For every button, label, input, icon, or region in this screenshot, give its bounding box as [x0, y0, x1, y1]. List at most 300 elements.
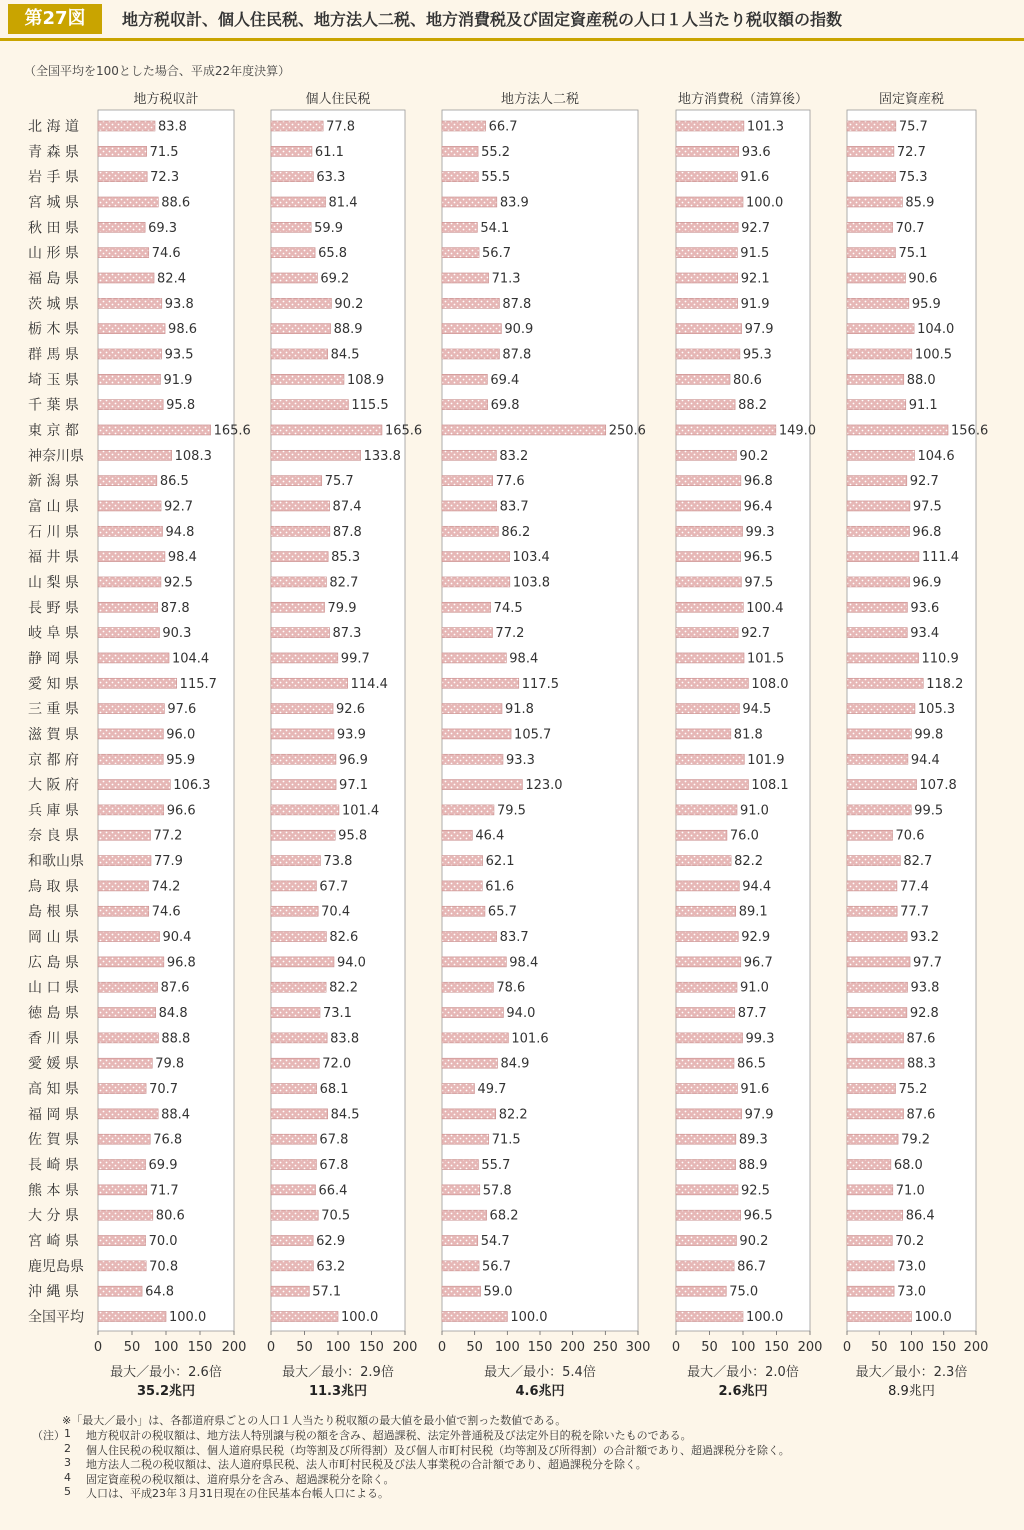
data-bar	[676, 1084, 737, 1094]
data-label: 81.4	[328, 195, 358, 211]
data-label: 70.4	[321, 904, 351, 920]
data-label: 94.0	[336, 955, 366, 971]
data-label: 74.2	[151, 879, 181, 895]
data-label: 97.1	[339, 778, 369, 794]
data-bar	[271, 856, 320, 866]
data-label: 90.3	[162, 626, 192, 642]
footer-note-text: 地方法人二税の税収額は、法人道府県民税、法人市町村民税及び法人事業税の合計額であり、超過課税分を除く。	[86, 1458, 647, 1472]
data-bar	[271, 1134, 316, 1144]
data-bar	[847, 754, 908, 764]
data-label: 88.6	[161, 195, 191, 211]
data-bar	[271, 1058, 319, 1068]
data-bar	[676, 1261, 734, 1271]
data-bar	[442, 1312, 507, 1322]
data-bar	[442, 400, 488, 410]
data-label: 70.7	[895, 220, 925, 236]
data-label: 101.3	[746, 119, 785, 135]
data-bar	[442, 602, 491, 612]
data-bar	[442, 374, 487, 384]
data-label: 73.1	[322, 1006, 352, 1022]
data-label: 71.3	[491, 271, 521, 287]
category-label: 茨 城 県	[28, 296, 79, 313]
data-bar	[442, 1236, 478, 1246]
data-bar	[98, 298, 162, 308]
data-label: 71.5	[149, 144, 179, 160]
data-label: 95.8	[338, 828, 368, 844]
data-bar	[271, 273, 317, 283]
data-label: 82.2	[498, 1107, 528, 1123]
axis-tick-label: 50	[123, 1340, 141, 1355]
data-bar	[676, 374, 730, 384]
data-bar	[442, 1084, 474, 1094]
data-label: 97.7	[913, 955, 942, 971]
footer-note-text: 人口は、平成23年３月31日現在の住民基本台帳人口による。	[86, 1487, 389, 1501]
data-bar	[271, 830, 335, 840]
data-bar	[847, 830, 893, 840]
data-label: 99.5	[914, 803, 944, 819]
data-bar	[98, 1033, 158, 1043]
data-bar	[676, 425, 776, 435]
category-label: 宮 崎 県	[28, 1233, 79, 1250]
data-label: 55.5	[481, 170, 511, 186]
data-bar	[676, 501, 741, 511]
data-label: 57.1	[312, 1284, 342, 1300]
category-label: 静 岡 県	[28, 650, 79, 667]
category-label: 熊 本 県	[28, 1182, 79, 1199]
category-label: 山 口 県	[28, 980, 79, 997]
data-label: 92.7	[909, 474, 939, 490]
data-bar	[98, 1312, 166, 1322]
data-bar	[442, 1210, 487, 1220]
data-label: 93.2	[910, 930, 940, 946]
data-bar	[676, 400, 735, 410]
data-bar	[271, 729, 334, 739]
axis-tick-label: 200	[560, 1340, 586, 1355]
category-label: 福 島 県	[28, 270, 79, 287]
data-label: 67.7	[319, 879, 349, 895]
data-label: 66.7	[488, 119, 518, 135]
footer-note: ※「最大／最小」は、各都道府県ごとの人口１人当たり税収額の最大値を最小値で割った数値である。	[62, 1414, 567, 1427]
data-bar	[676, 982, 737, 992]
data-bar	[271, 1084, 317, 1094]
data-label: 92.9	[741, 930, 771, 946]
data-bar	[271, 450, 361, 460]
data-bar	[847, 172, 896, 182]
data-bar	[847, 146, 894, 156]
data-label: 123.0	[525, 778, 563, 794]
data-label: 67.8	[319, 1132, 349, 1148]
category-label: 京 都 府	[28, 752, 79, 769]
category-label: 滋 賀 県	[28, 726, 79, 743]
data-bar	[442, 1134, 489, 1144]
data-label: 77.9	[153, 854, 183, 870]
data-bar	[98, 400, 163, 410]
data-label: 100.0	[746, 195, 784, 211]
data-label: 92.8	[909, 1006, 939, 1022]
data-label: 46.4	[475, 828, 505, 844]
data-label: 84.5	[330, 1107, 360, 1123]
data-bar	[271, 1236, 313, 1246]
data-label: 93.8	[910, 980, 940, 996]
data-bar	[442, 450, 496, 460]
data-bar	[847, 678, 923, 688]
data-label: 75.0	[729, 1284, 759, 1300]
data-label: 93.8	[164, 296, 194, 312]
data-label: 68.2	[489, 1208, 519, 1224]
data-label: 63.2	[316, 1259, 346, 1275]
data-bar	[271, 1160, 316, 1170]
data-label: 71.7	[149, 1183, 179, 1199]
data-label: 98.6	[168, 322, 198, 338]
data-label: 94.8	[165, 524, 195, 540]
data-bar	[442, 653, 506, 663]
category-label: 大 阪 府	[28, 777, 79, 794]
data-label: 100.0	[914, 1310, 952, 1326]
category-label: 鳥 取 県	[28, 878, 79, 895]
data-label: 78.6	[496, 980, 526, 996]
data-bar	[442, 1160, 478, 1170]
data-bar	[98, 805, 164, 815]
panel-title: 地方税収計	[133, 92, 199, 107]
category-label: 秋 田 県	[28, 220, 79, 237]
category-label: 岐 阜 県	[28, 625, 79, 642]
data-bar	[847, 805, 911, 815]
data-label: 90.2	[739, 448, 769, 464]
data-bar	[847, 1236, 892, 1246]
data-bar	[442, 805, 494, 815]
data-label: 96.4	[743, 499, 773, 515]
data-label: 95.8	[166, 398, 196, 414]
data-bar	[271, 1033, 327, 1043]
data-bar	[271, 906, 318, 916]
data-label: 86.2	[501, 524, 531, 540]
data-label: 101.4	[341, 803, 380, 819]
category-label: 山 形 県	[28, 245, 79, 262]
data-bar	[847, 577, 910, 587]
data-bar	[847, 602, 907, 612]
data-bar	[676, 653, 744, 663]
data-label: 86.7	[737, 1259, 767, 1275]
data-bar	[676, 881, 739, 891]
axis-tick-label: 0	[671, 1340, 681, 1355]
data-label: 67.8	[319, 1158, 349, 1174]
data-bar	[98, 121, 155, 131]
axis-tick-label: 100	[899, 1340, 924, 1355]
data-bar	[442, 856, 483, 866]
data-bar	[98, 1084, 146, 1094]
data-label: 86.5	[159, 474, 189, 490]
data-label: 82.6	[329, 930, 359, 946]
data-label: 83.2	[499, 448, 529, 464]
data-bar	[442, 729, 511, 739]
data-bar	[442, 501, 497, 511]
data-label: 108.0	[751, 676, 789, 692]
data-label: 87.6	[160, 980, 190, 996]
data-bar	[98, 577, 161, 587]
data-bar	[676, 729, 731, 739]
data-label: 115.5	[351, 398, 389, 414]
data-bar	[271, 526, 330, 536]
data-label: 86.5	[736, 1056, 766, 1072]
data-bar	[271, 704, 333, 714]
data-label: 96.8	[166, 955, 196, 971]
data-label: 96.9	[912, 575, 942, 591]
axis-tick-label: 250	[592, 1340, 618, 1355]
axis-tick-label: 0	[93, 1340, 103, 1355]
data-label: 94.5	[742, 702, 772, 718]
data-label: 94.4	[910, 752, 940, 768]
data-bar	[847, 1160, 891, 1170]
data-bar	[847, 628, 907, 638]
panel-total: 11.3兆円	[308, 1384, 368, 1399]
data-bar	[271, 881, 316, 891]
data-label: 61.6	[485, 879, 515, 895]
data-bar	[847, 1134, 898, 1144]
data-bar	[676, 476, 741, 486]
footer-note-number: 5	[64, 1485, 71, 1499]
data-bar	[676, 1236, 736, 1246]
data-bar	[271, 1185, 315, 1195]
data-label: 88.3	[906, 1056, 936, 1072]
data-label: 87.6	[906, 1031, 936, 1047]
data-label: 87.7	[737, 1006, 767, 1022]
data-bar	[847, 1033, 904, 1043]
data-bar	[271, 374, 344, 384]
data-label: 101.9	[747, 752, 785, 768]
data-label: 65.8	[318, 246, 348, 262]
data-label: 90.9	[504, 322, 534, 338]
data-bar	[847, 374, 904, 384]
category-label: 山 梨 県	[28, 574, 79, 591]
data-bar	[271, 805, 339, 815]
data-label: 118.2	[926, 676, 964, 692]
data-bar	[271, 957, 334, 967]
category-label: 高 知 県	[28, 1081, 79, 1098]
data-bar	[271, 552, 328, 562]
data-label: 87.6	[906, 1107, 936, 1123]
data-label: 69.8	[490, 398, 520, 414]
data-label: 93.9	[336, 727, 366, 743]
data-bar	[847, 273, 905, 283]
data-bar	[442, 577, 510, 587]
data-bar	[442, 298, 499, 308]
data-label: 114.4	[350, 676, 388, 692]
data-label: 100.5	[914, 347, 953, 363]
data-label: 75.2	[898, 1082, 928, 1098]
data-bar	[442, 1261, 479, 1271]
data-bar	[98, 172, 147, 182]
category-label: 奈 良 県	[28, 828, 79, 845]
data-bar	[676, 1160, 736, 1170]
panel-title: 地方消費税（清算後）	[677, 92, 809, 107]
data-bar	[442, 121, 486, 131]
data-bar	[442, 273, 489, 283]
category-label: 埼 玉 県	[28, 372, 79, 389]
category-label: 愛 媛 県	[28, 1056, 79, 1073]
axis-tick-label: 50	[870, 1340, 888, 1355]
data-bar	[847, 450, 914, 460]
data-bar	[98, 780, 170, 790]
data-label: 87.8	[502, 296, 532, 312]
data-bar	[847, 298, 909, 308]
data-bar	[676, 1312, 743, 1322]
data-bar	[442, 172, 478, 182]
data-bar	[442, 906, 485, 916]
data-label: 87.8	[502, 347, 532, 363]
category-label: 三 重 県	[28, 701, 79, 718]
data-bar	[98, 1109, 158, 1119]
data-bar	[98, 1134, 150, 1144]
data-label: 77.2	[153, 828, 183, 844]
data-label: 96.0	[166, 727, 196, 743]
data-label: 95.9	[911, 296, 941, 312]
data-label: 91.0	[739, 803, 769, 819]
data-bar	[847, 501, 910, 511]
data-label: 82.7	[903, 854, 933, 870]
data-bar	[442, 628, 492, 638]
data-bar	[442, 1109, 496, 1119]
data-label: 89.1	[738, 904, 768, 920]
data-label: 74.6	[151, 904, 181, 920]
data-bar	[676, 704, 739, 714]
category-label: 佐 賀 県	[28, 1132, 79, 1149]
category-label: 徳 島 県	[28, 1005, 79, 1022]
data-label: 91.9	[163, 372, 193, 388]
data-label: 100.0	[169, 1310, 207, 1326]
data-label: 91.8	[504, 702, 534, 718]
data-label: 84.9	[500, 1056, 530, 1072]
category-label: 北 海 道	[28, 119, 79, 135]
footer-note-text: 地方税収計の税収額は、地方法人特別譲与税の額を含み、超過課税、法定外普通税及び法定外目的税を除いたものである。	[86, 1429, 692, 1442]
axis-tick-label: 0	[842, 1340, 852, 1355]
data-bar	[676, 906, 736, 916]
data-bar	[271, 501, 330, 511]
category-label: 福 岡 県	[28, 1106, 79, 1123]
category-label: 神奈川県	[28, 448, 84, 465]
data-bar	[98, 425, 211, 435]
data-bar	[98, 830, 150, 840]
data-bar	[676, 298, 738, 308]
data-bar	[442, 1286, 481, 1296]
data-bar	[98, 1008, 156, 1018]
data-label: 91.1	[908, 398, 938, 414]
figure-number-badge: 第27図	[8, 4, 102, 34]
data-bar	[98, 273, 154, 283]
axis-tick-label: 150	[359, 1340, 384, 1355]
data-label: 96.9	[338, 752, 368, 768]
data-label: 61.1	[314, 144, 344, 160]
data-label: 104.6	[917, 448, 955, 464]
data-bar	[676, 172, 737, 182]
category-label: 岡 山 県	[28, 929, 79, 946]
data-bar	[676, 324, 742, 334]
data-label: 92.7	[741, 220, 771, 236]
axis-tick-label: 200	[797, 1340, 823, 1355]
data-label: 68.0	[893, 1158, 923, 1174]
panel-title: 固定資産税	[878, 92, 945, 107]
axis-tick-label: 100	[153, 1340, 179, 1355]
data-bar	[271, 1109, 328, 1119]
data-bar	[442, 982, 493, 992]
data-label: 73.0	[897, 1284, 927, 1300]
category-label: 大 分 県	[28, 1208, 79, 1225]
data-bar	[271, 121, 323, 131]
data-label: 71.0	[895, 1183, 925, 1199]
data-label: 79.5	[496, 803, 526, 819]
data-label: 83.8	[157, 119, 187, 135]
axis-tick-label: 100	[494, 1340, 520, 1355]
data-bar	[847, 932, 907, 942]
data-bar	[271, 222, 311, 232]
data-label: 87.8	[332, 524, 362, 540]
data-label: 96.8	[743, 474, 773, 490]
data-label: 54.1	[480, 220, 510, 236]
axis-tick-label: 0	[437, 1340, 447, 1355]
data-bar	[98, 982, 158, 992]
data-bar	[847, 1109, 904, 1119]
data-label: 70.2	[895, 1234, 925, 1250]
data-label: 49.7	[477, 1082, 507, 1098]
axis-tick-label: 100	[730, 1340, 756, 1355]
category-label: 和歌山県	[28, 853, 84, 870]
data-bar	[676, 577, 741, 587]
data-label: 77.6	[495, 474, 525, 490]
data-bar	[442, 476, 493, 486]
data-label: 104.4	[171, 651, 210, 667]
data-bar	[676, 1286, 726, 1296]
data-bar	[442, 932, 497, 942]
data-bar	[271, 248, 315, 258]
data-bar	[442, 552, 510, 562]
category-label: 兵 庫 県	[28, 802, 79, 819]
panel-plot-area	[442, 110, 638, 1331]
data-bar	[847, 349, 912, 359]
footer-note-number: 2	[64, 1441, 71, 1455]
data-label: 93.4	[910, 626, 940, 642]
panel-total: 2.6兆円	[718, 1384, 768, 1399]
data-label: 62.9	[316, 1234, 346, 1250]
panel-plot-area	[676, 110, 810, 1331]
data-label: 75.7	[898, 119, 928, 135]
data-label: 92.7	[741, 626, 771, 642]
data-label: 97.9	[744, 322, 774, 338]
data-label: 76.8	[153, 1132, 183, 1148]
data-label: 92.6	[336, 702, 365, 718]
data-label: 69.2	[320, 271, 350, 287]
data-label: 93.6	[741, 144, 771, 160]
data-bar	[847, 552, 919, 562]
chart-subtitle: （全国平均を100とした場合、平成22年度決算）	[24, 64, 291, 78]
data-label: 79.8	[155, 1056, 185, 1072]
data-bar	[271, 628, 329, 638]
data-label: 100.0	[341, 1310, 379, 1326]
data-bar	[98, 476, 157, 486]
data-label: 54.7	[480, 1234, 510, 1250]
data-label: 56.7	[482, 246, 511, 262]
data-bar	[676, 1058, 734, 1068]
data-label: 83.7	[499, 930, 529, 946]
data-bar	[271, 678, 348, 688]
data-label: 73.8	[323, 854, 353, 870]
data-label: 97.6	[167, 702, 197, 718]
data-label: 75.7	[324, 474, 354, 490]
data-label: 96.8	[912, 524, 942, 540]
data-bar	[271, 197, 326, 207]
data-label: 95.3	[742, 347, 772, 363]
data-label: 72.7	[896, 144, 926, 160]
data-label: 98.4	[509, 955, 539, 971]
data-bar	[98, 1236, 146, 1246]
